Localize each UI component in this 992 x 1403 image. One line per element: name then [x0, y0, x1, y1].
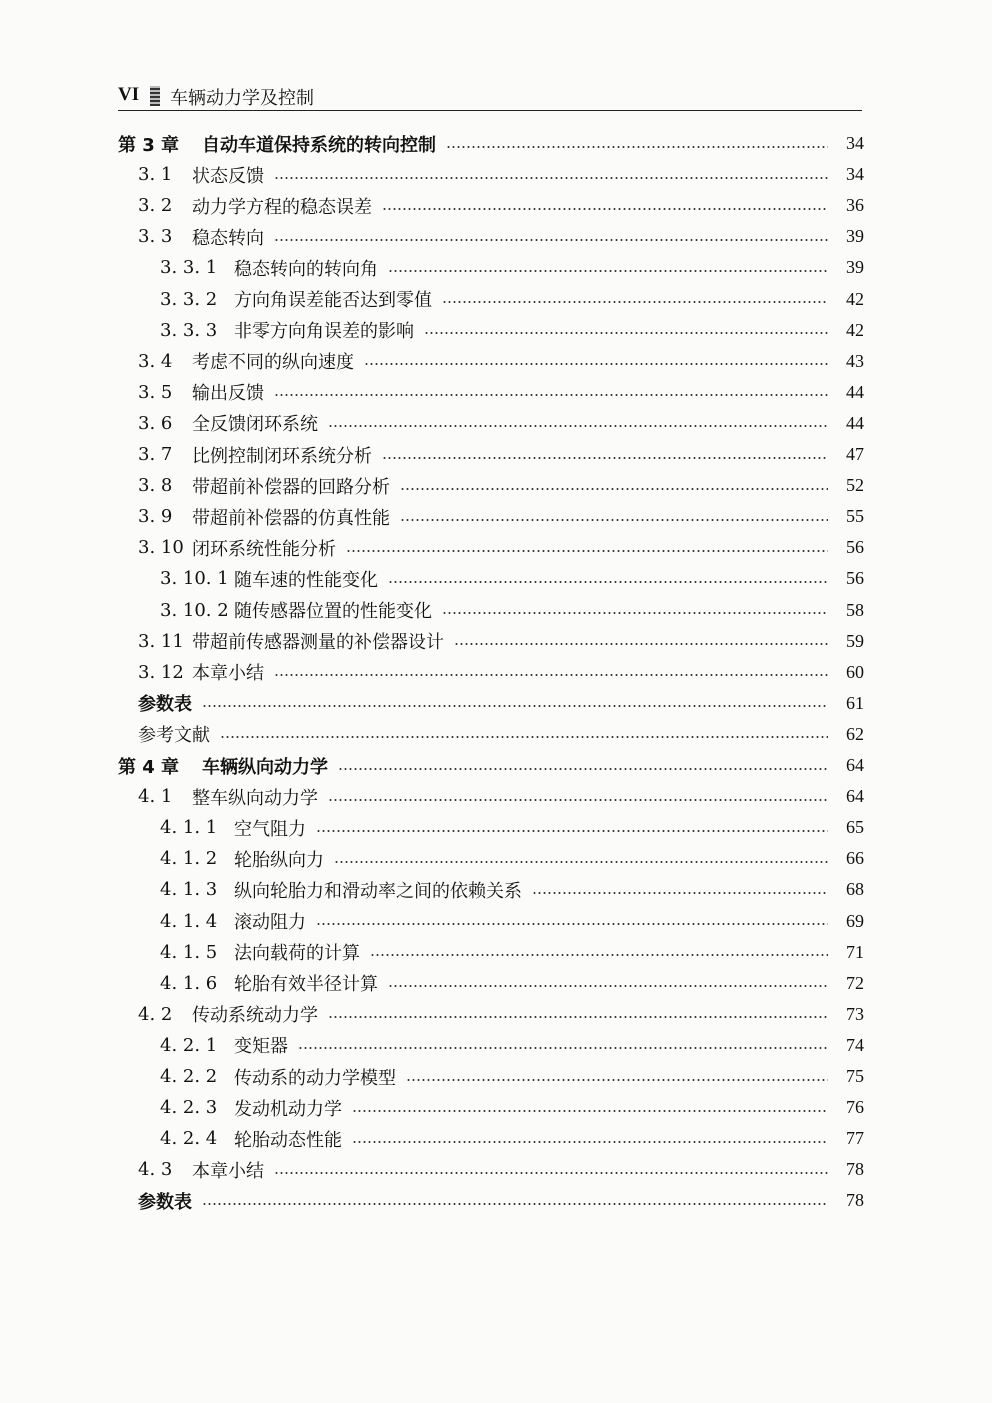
dot-leader [346, 550, 828, 552]
toc-entry [138, 719, 864, 750]
toc-entry [138, 501, 864, 532]
dot-leader [274, 239, 828, 241]
dot-leader [328, 1016, 828, 1018]
toc-entry-title: 带超前传感器测量的补偿器设计 [192, 632, 444, 654]
toc-entry-number: 3. 5 [138, 381, 173, 403]
toc-entry [138, 190, 864, 221]
toc-entry-page: 62 [846, 723, 864, 744]
toc-entry-page: 42 [846, 319, 864, 340]
toc-entry-page: 74 [846, 1034, 864, 1055]
toc-entry-page: 47 [846, 444, 864, 464]
toc-entry-title: 传动系统动力学 [192, 1005, 318, 1027]
toc-entry-title: 车辆纵向动力学 [202, 756, 328, 778]
toc-entry-title: 稳态转向的转向角 [234, 258, 378, 280]
toc-entry-number: 4. 1. 6 [160, 972, 218, 994]
toc-entry-title: 动力学方程的稳态误差 [192, 196, 372, 218]
dot-leader [338, 768, 828, 770]
toc-entry-number: 3. 8 [138, 475, 173, 497]
dot-leader [220, 736, 828, 738]
toc-entry [138, 532, 864, 563]
toc-entry-number: 4. 2. 1 [160, 1034, 218, 1056]
toc-entry [160, 843, 864, 874]
toc-entry [138, 408, 864, 439]
dot-leader [364, 363, 828, 365]
toc-entry-title: 轮胎有效半径计算 [234, 974, 378, 996]
toc-entry-page: 59 [846, 630, 864, 651]
toc-entry-number: 3. 3 [138, 226, 173, 248]
toc-entry-title: 变矩器 [234, 1036, 288, 1058]
dot-leader [406, 1079, 828, 1081]
toc-entry-title: 纵向轮胎力和滑动率之间的依赖关系 [234, 880, 522, 902]
dot-leader [316, 830, 828, 832]
dot-leader [352, 1141, 828, 1143]
toc-entry-title: 滚动阻力 [234, 912, 306, 933]
dot-leader [328, 799, 828, 801]
dot-leader [424, 332, 828, 334]
toc-entry-page: 34 [846, 133, 864, 153]
toc-entry-number: 3. 11 [138, 630, 184, 652]
toc-entry [160, 315, 864, 346]
toc-entry [160, 1061, 864, 1092]
toc-entry [138, 626, 864, 657]
toc-entry [138, 657, 864, 688]
toc-entry-title: 空气阻力 [234, 818, 306, 840]
toc-entry-title: 全反馈闭环系统 [192, 414, 318, 436]
toc-entry-page: 60 [846, 661, 864, 682]
toc-entry-number: 3. 10. 1 [160, 568, 229, 590]
toc-entry-title: 传动系的动力学模型 [234, 1067, 396, 1089]
toc-entry-number: 3. 3. 1 [160, 257, 218, 279]
toc-entry-number: 4. 2. 4 [160, 1128, 218, 1150]
toc-entry [160, 812, 864, 843]
toc-entry-page: 73 [846, 1003, 864, 1024]
toc-entry-page: 55 [846, 506, 864, 527]
toc-entry-title: 轮胎纵向力 [234, 849, 324, 871]
toc-entry [138, 470, 864, 501]
dot-leader [400, 488, 828, 490]
toc-entry-page: 78 [846, 1190, 864, 1211]
toc-entry [160, 1092, 864, 1123]
toc-entry-page: 56 [846, 537, 864, 558]
toc-entry-page: 64 [846, 755, 864, 775]
dot-leader [382, 457, 828, 459]
toc-entry [160, 595, 864, 626]
book-title: 车辆动力学及控制 [170, 88, 314, 109]
dot-leader [532, 892, 828, 894]
toc-entry [160, 906, 864, 937]
dot-leader [274, 177, 828, 179]
dot-leader [370, 954, 828, 956]
toc-entry-title: 考虑不同的纵向速度 [192, 352, 354, 374]
dot-leader [202, 705, 828, 707]
toc-entry [160, 252, 864, 283]
toc-entry [160, 1030, 864, 1061]
toc-entry-title: 轮胎动态性能 [234, 1129, 342, 1151]
toc-entry-page: 66 [846, 848, 864, 869]
toc-entry-number: 4. 1. 1 [160, 817, 218, 839]
toc-entry-page: 75 [846, 1066, 864, 1086]
dot-leader [388, 985, 828, 987]
toc-entry [138, 439, 864, 470]
toc-entry-title: 本章小结 [192, 663, 264, 685]
dot-leader [382, 208, 828, 210]
toc-entry-page: 44 [846, 412, 864, 433]
dot-leader [202, 1203, 828, 1205]
toc-entry-number: 3. 7 [138, 444, 173, 465]
toc-entry-title: 参数表 [138, 694, 192, 716]
toc-entry-number: 4. 1. 4 [160, 910, 218, 932]
toc-entry-title: 输出反馈 [192, 383, 264, 405]
toc-entry-title: 非零方向角误差的影响 [234, 321, 414, 343]
toc-entry-number: 4. 1 [138, 786, 173, 808]
toc-entry-number: 3. 10 [138, 537, 184, 559]
toc-entry-page: 43 [846, 350, 864, 371]
toc-entry [138, 1185, 864, 1216]
toc-entry-number: 3. 1 [138, 164, 173, 186]
dot-leader [388, 270, 828, 272]
toc-entry-title: 发动机动力学 [234, 1098, 342, 1120]
toc-entry-page: 52 [846, 475, 864, 496]
toc-entry-page: 64 [846, 786, 864, 807]
dot-leader [274, 674, 828, 676]
dot-leader [334, 861, 828, 863]
toc-entry [138, 346, 864, 377]
toc-entry-title: 随传感器位置的性能变化 [234, 601, 432, 622]
toc-entry [160, 937, 864, 968]
toc-entry-page: 42 [846, 288, 864, 309]
toc-entry [138, 688, 864, 719]
toc-entry-number: 4. 2. 2 [160, 1066, 218, 1087]
toc-entry-page: 39 [846, 226, 864, 247]
toc-entry-page: 78 [846, 1159, 864, 1180]
toc-entry-number: 4. 2 [138, 1003, 173, 1025]
toc-entry-number: 4. 1. 3 [160, 879, 218, 901]
toc-entry-title: 参数表 [138, 1191, 192, 1213]
toc-entry [118, 750, 864, 781]
dot-leader [298, 1047, 828, 1049]
toc-entry [138, 1154, 864, 1185]
dot-leader [442, 612, 828, 614]
toc-entry-title: 状态反馈 [192, 165, 264, 187]
dot-leader [454, 643, 828, 645]
dot-leader [316, 923, 828, 925]
dot-leader [388, 581, 828, 583]
toc-entry [160, 563, 864, 594]
toc-entry-title: 参考文献 [138, 725, 210, 747]
toc-entry [138, 999, 864, 1030]
toc-entry-title: 本章小结 [192, 1160, 264, 1182]
header-ornament [150, 86, 160, 106]
toc-entry [160, 1123, 864, 1154]
toc-entry-page: 36 [846, 195, 864, 216]
toc-entry-page: 56 [846, 568, 864, 589]
toc-entry-number: 3. 4 [138, 350, 173, 372]
toc-entry-page: 76 [846, 1097, 864, 1118]
toc-entry-page: 71 [846, 941, 864, 962]
toc-entry-title: 带超前补偿器的回路分析 [192, 476, 390, 498]
toc-entry [138, 781, 864, 812]
toc-entry [160, 874, 864, 905]
toc-entry-page: 65 [846, 817, 864, 838]
toc-entry-title: 方向角误差能否达到零值 [234, 290, 432, 311]
dot-leader [352, 1110, 828, 1112]
toc-entry-page: 69 [846, 910, 864, 931]
toc-entry-number: 4. 1. 2 [160, 848, 218, 870]
toc-entry-title: 比例控制闭环系统分析 [192, 445, 372, 467]
toc-entry [138, 159, 864, 190]
page-number-roman: VI [118, 84, 140, 105]
toc-entry-number: 第 4 章 [118, 756, 180, 778]
toc-entry-number: 4. 3 [138, 1159, 173, 1181]
toc-entry-title: 随车速的性能变化 [234, 569, 378, 591]
toc-entry-number: 4. 1. 5 [160, 941, 218, 963]
toc-entry-number: 3. 6 [138, 412, 173, 434]
toc-entry-number: 3. 9 [138, 506, 173, 528]
running-header [118, 84, 862, 111]
toc-entry-number: 3. 12 [138, 661, 184, 683]
toc-entry-page: 61 [846, 692, 864, 713]
dot-leader [442, 301, 828, 303]
toc-entry-page: 39 [846, 257, 864, 278]
toc-entry [138, 377, 864, 408]
dot-leader [274, 1172, 828, 1174]
toc-entry-number: 3. 3. 3 [160, 319, 218, 341]
toc-entry-page: 72 [846, 972, 864, 993]
toc-entry-number: 3. 10. 2 [160, 599, 229, 621]
toc-entry-page: 34 [846, 164, 864, 185]
toc-entry [118, 128, 864, 159]
toc-entry [160, 284, 864, 315]
toc-entry-number: 第 3 章 [118, 134, 180, 156]
toc-entry-page: 68 [846, 879, 864, 900]
toc-entry-page: 44 [846, 381, 864, 402]
toc-entry [160, 968, 864, 999]
toc-entry [138, 221, 864, 252]
dot-leader [400, 519, 828, 521]
dot-leader [446, 146, 828, 148]
dot-leader [274, 394, 828, 396]
toc-entry-title: 闭环系统性能分析 [192, 538, 336, 560]
toc-entry-title: 稳态转向 [192, 227, 264, 249]
toc-entry-title: 整车纵向动力学 [192, 787, 318, 809]
dot-leader [328, 425, 828, 427]
toc-entry-number: 4. 2. 3 [160, 1097, 218, 1119]
toc-entry-title: 自动车道保持系统的转向控制 [202, 134, 436, 156]
toc-entry-title: 法向载荷的计算 [234, 943, 360, 965]
toc-entry-page: 58 [846, 599, 864, 620]
toc-entry-title: 带超前补偿器的仿真性能 [192, 507, 390, 529]
toc-entry-page: 77 [846, 1128, 864, 1149]
toc-entry-number: 3. 2 [138, 195, 173, 217]
toc-entry-number: 3. 3. 2 [160, 288, 218, 310]
